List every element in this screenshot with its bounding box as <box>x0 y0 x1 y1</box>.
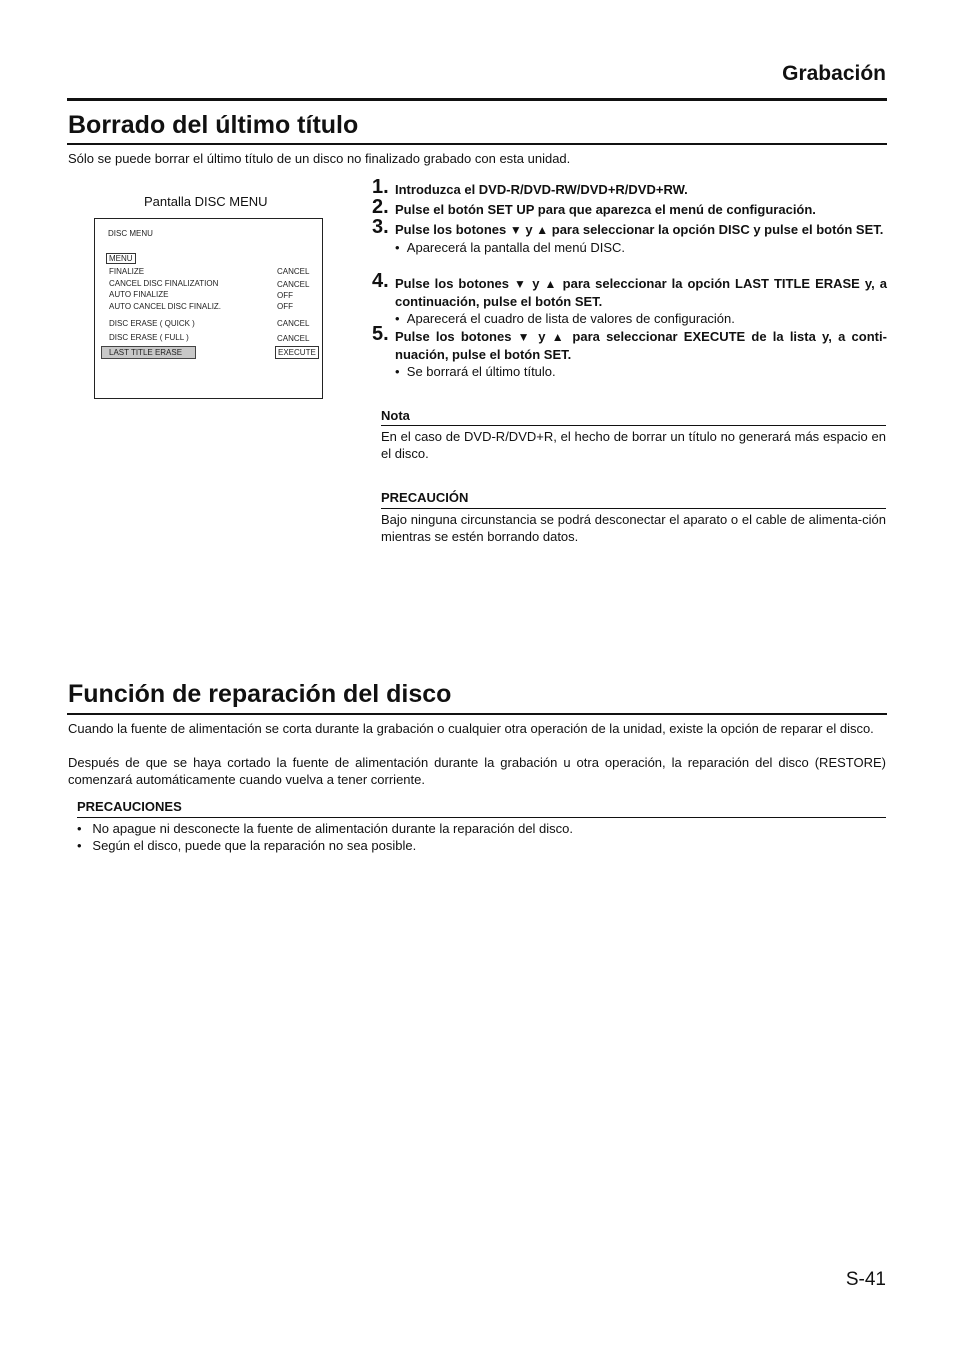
nota-text: En el caso de DVD-R/DVD+R, el hecho de borrar un título no generará más espacio en el disco. <box>381 429 886 461</box>
arrow-down-icon: ▼ <box>509 223 522 237</box>
section2-title: Función de reparación del disco <box>68 680 452 708</box>
bullet-icon: • <box>395 240 400 255</box>
step-text-b: y <box>532 276 540 291</box>
bullet-icon: • <box>77 821 82 836</box>
arrow-up-icon: ▲ <box>536 223 549 237</box>
precaucion-text: Bajo ninguna circunstancia se podrá desconectar el aparato o el cable de alimenta-ción mientras se estén borrando datos. <box>381 512 886 544</box>
step-number: 2. <box>372 196 389 218</box>
screen-menu-tab: MENU <box>106 253 136 264</box>
step-number: 1. <box>372 176 389 198</box>
header-rule <box>67 98 887 101</box>
step-text <box>395 328 887 363</box>
step-text-c: para seleccionar la opción LAST TITLE ERASE y, a continuación, pulse el botón SET. <box>395 276 887 309</box>
step-text-c: para seleccionar EXECUTE de la lista y, a conti-nuación, pulse el botón SET. <box>395 329 887 362</box>
arrow-up-icon: ▲ <box>544 277 558 291</box>
precaucion-rule <box>381 508 886 509</box>
screen-row-label-text: DISC ERASE <box>109 319 158 328</box>
screen-row-label-text: DISC ERASE <box>109 333 158 342</box>
step-text: Introduzca el DVD-R/DVD-RW/DVD+R/DVD+RW. <box>395 182 688 197</box>
step-text <box>395 221 887 239</box>
screen-caption: Pantalla DISC MENU <box>144 194 268 209</box>
bullet-icon: • <box>395 311 400 326</box>
screen-row-label: CANCEL DISC FINALIZATION <box>109 279 219 288</box>
screen-row-value: CANCEL <box>277 280 310 289</box>
section1-intro: Sólo se puede borrar el último título de un disco no finalizado grabado con esta unidad. <box>68 151 571 166</box>
step-text-c: para seleccionar la opción DISC y pulse el botón SET. <box>551 222 884 237</box>
screen-execute-value: EXECUTE <box>275 346 319 359</box>
screen-row-label <box>109 319 195 328</box>
arrow-up-icon: ▲ <box>551 330 567 344</box>
list-item <box>77 837 416 854</box>
screen-row-value: OFF <box>277 291 293 300</box>
step-bullet-text: Aparecerá la pantalla del menú DISC. <box>406 240 626 255</box>
step-bullet <box>395 363 887 380</box>
list-item-text: Según el disco, puede que la reparación no sea posible. <box>92 838 417 853</box>
section-header: Grabación <box>782 62 886 85</box>
screen-row-selected: LAST TITLE ERASE <box>101 346 196 359</box>
precauciones-rule <box>77 817 886 818</box>
step-bullet <box>395 239 887 256</box>
section2-rule <box>67 713 887 715</box>
section1-title: Borrado del último título <box>68 111 359 139</box>
bullet-icon: • <box>77 838 82 853</box>
step-1 <box>372 176 887 198</box>
list-item-text: No apague ni desconecte la fuente de alimentación durante la reparación del disco. <box>92 821 574 836</box>
step-4 <box>372 270 887 327</box>
screen-row-label-paren: ( FULL ) <box>159 333 189 342</box>
screen-row-label: AUTO CANCEL DISC FINALIZ. <box>109 302 222 311</box>
section1-rule <box>67 143 887 145</box>
list-item <box>77 820 573 837</box>
disc-menu-screen <box>94 218 323 399</box>
arrow-down-icon: ▼ <box>513 277 528 291</box>
step-bullet-text: Aparecerá el cuadro de lista de valores de configuración. <box>406 311 735 326</box>
screen-row-value: OFF <box>277 302 293 311</box>
step-number: 5. <box>372 323 389 345</box>
screen-row-label-paren: ( QUICK ) <box>159 319 195 328</box>
screen-row-value: CANCEL <box>277 334 310 343</box>
step-bullet <box>395 310 887 327</box>
nota-rule <box>381 425 886 426</box>
screen-row-value: CANCEL <box>277 319 310 328</box>
step-5 <box>372 323 887 380</box>
screen-row-label: AUTO FINALIZE <box>109 290 169 299</box>
step-text: Pulse el botón SET UP para que aparezca el menú de configuración. <box>395 202 816 217</box>
page-number: S-41 <box>845 1269 886 1290</box>
screen-row-label: FINALIZE <box>109 267 145 276</box>
step-text-a: Pulse los botones <box>395 329 512 344</box>
bullet-icon: • <box>395 364 400 379</box>
step-text-a: Pulse los botones <box>395 222 507 237</box>
nota-title: Nota <box>381 408 410 423</box>
step-bullet-text: Se borrará el último título. <box>406 364 556 379</box>
step-text-a: Pulse los botones <box>395 276 509 291</box>
step-text <box>395 275 887 310</box>
precaucion-title: PRECAUCIÓN <box>381 490 469 505</box>
step-text-b: y <box>538 329 546 344</box>
step-number: 3. <box>372 216 389 238</box>
screen-title: DISC MENU <box>108 229 153 238</box>
section2-para1: Cuando la fuente de alimentación se corta durante la grabación o cualquier otra operación de la unidad, existe la opción de reparar el disco. <box>68 721 874 736</box>
precauciones-title: PRECAUCIONES <box>77 799 182 814</box>
step-2 <box>372 196 887 218</box>
step-number: 4. <box>372 270 389 292</box>
step-3 <box>372 216 887 256</box>
screen-row-label <box>109 333 189 342</box>
screen-row-value: CANCEL <box>277 267 310 276</box>
section2-para2: Después de que se haya cortado la fuente de alimentación durante la grabación u otra operación, la reparación del disco (RESTORE) comenzará automáticamente cuando vuelva a tener corriente. <box>68 755 886 787</box>
arrow-down-icon: ▼ <box>517 330 533 344</box>
step-text-b: y <box>525 222 533 237</box>
